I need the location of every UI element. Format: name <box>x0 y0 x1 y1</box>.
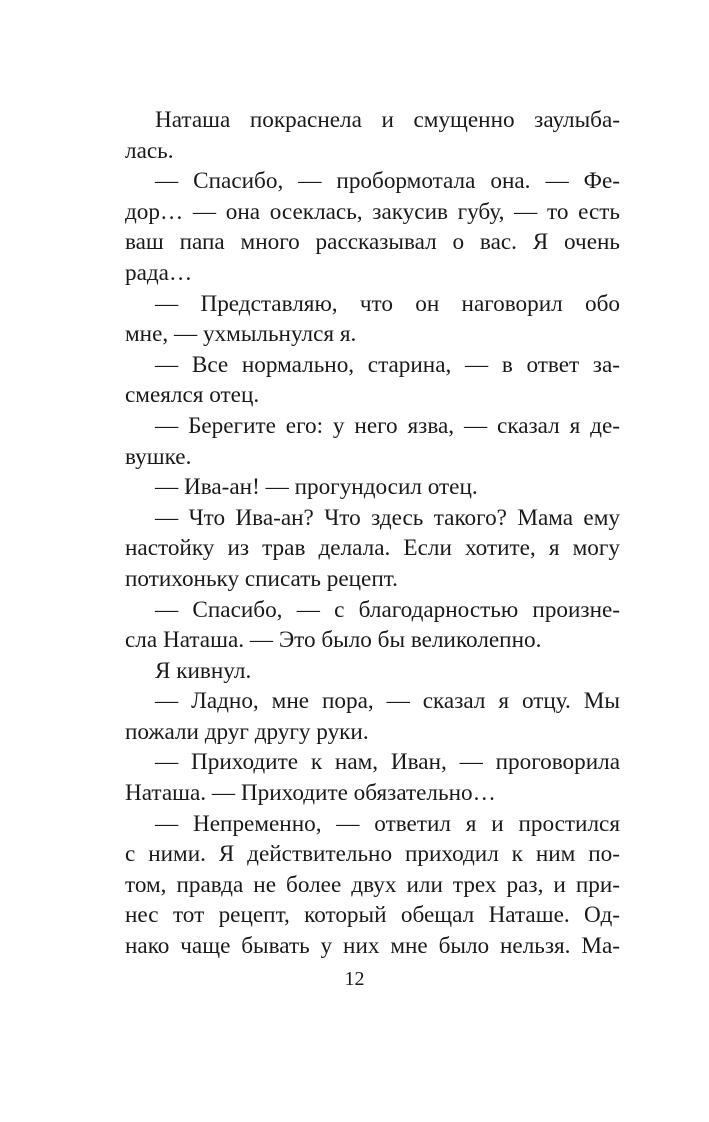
text-line: дор… — она осеклась, закусив губу, — то есть <box>125 198 620 225</box>
text-line: Наташа покраснела и смущенно заулыба- <box>155 107 620 133</box>
text-line: том, правда не более двух или трех раз, и при- <box>125 871 620 898</box>
text-line: — Представляю, что он наговорил обо <box>155 290 620 317</box>
text-line: нес тот рецепт, который обещал Наташе. Од- <box>125 902 620 929</box>
text-line: потихоньку списать рецепт. <box>125 565 398 592</box>
text-line: — Непременно, — ответил я и простился <box>155 810 620 837</box>
text-line: рада… <box>125 259 193 286</box>
text-line: — Берегите его: у него язва, — сказал я де- <box>155 412 620 439</box>
text-line: смеялся отец. <box>125 382 260 409</box>
text-line: вушке. <box>125 443 192 470</box>
text-line: — Ладно, мне пора, — сказал я отцу. Мы <box>155 688 620 715</box>
text-line: — Все нормально, старина, — в ответ за- <box>155 351 620 378</box>
text-line: пожали друг другу руки. <box>125 718 369 745</box>
text-line: — Что Ива-ан? Что здесь такого? Мама ему <box>155 504 620 531</box>
text-line: — Спасибо, — пробормотала она. — Фе- <box>155 168 620 195</box>
page-number: 12 <box>344 968 365 990</box>
text-line: мне, — ухмыльнулся я. <box>125 321 357 348</box>
text-line: — Ива-ан! — прогундосил отец. <box>155 474 478 501</box>
text-line: Наташа. — Приходите обязательно… <box>125 780 496 807</box>
text-line: — Приходите к нам, Иван, — проговорила <box>155 749 620 776</box>
text-line: сла Наташа. — Это было бы великолепно. <box>125 627 542 654</box>
body-text <box>125 105 620 962</box>
text-line: лась. <box>125 137 174 164</box>
text-line: Я кивнул. <box>155 657 252 684</box>
text-line: ваш папа много рассказывал о вас. Я очень <box>125 229 620 256</box>
text-line: — Спасибо, — с благодарностью произне- <box>155 596 620 623</box>
text-line: настойку из трав делала. Если хотите, я могу <box>125 535 620 562</box>
text-line: нако чаще бывать у них мне было нельзя. Ма- <box>125 933 620 960</box>
text-line: с ними. Я действительно приходил к ним по- <box>125 841 620 868</box>
